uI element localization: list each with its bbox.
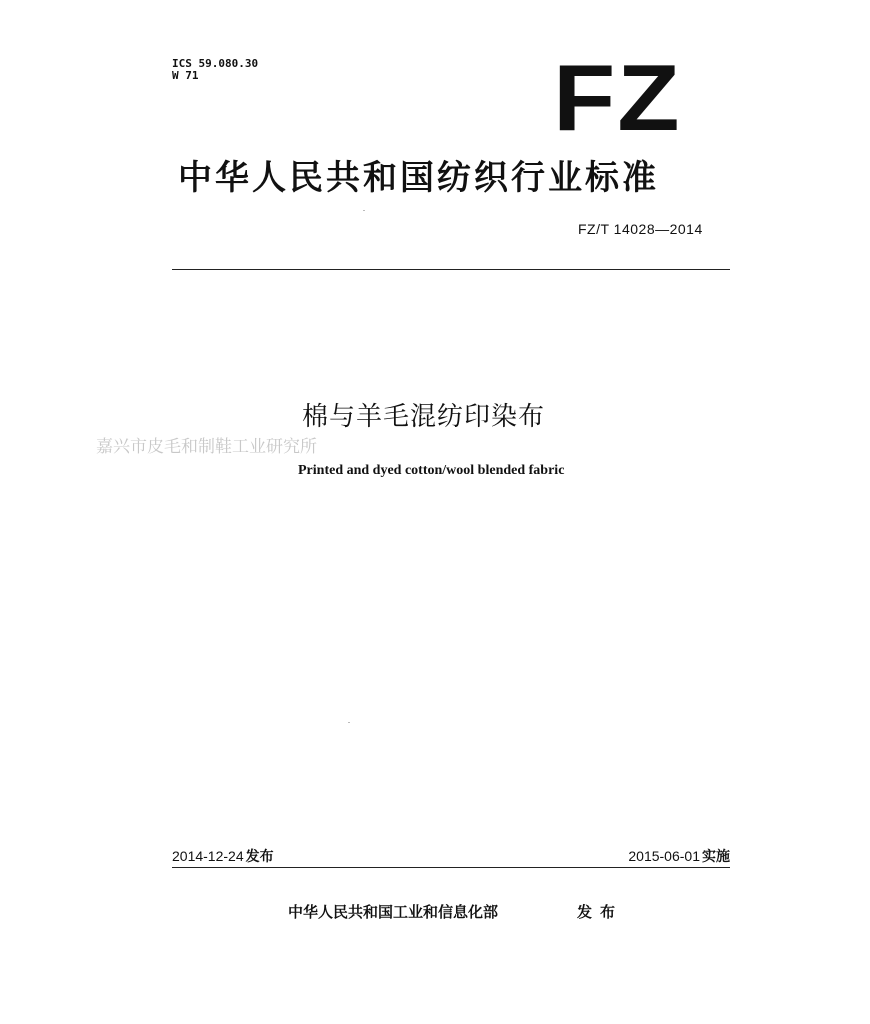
scan-speck: [363, 210, 365, 211]
implementation-label: 实施: [702, 849, 730, 865]
ics-code: ICS 59.080.30: [172, 57, 259, 70]
issue-date-line: [172, 847, 274, 866]
bottom-divider: [172, 867, 730, 868]
classification-codes: [172, 58, 258, 82]
institution-watermark: 嘉兴市皮毛和制鞋工业研究所: [96, 437, 317, 457]
standard-number: FZ/T 14028—2014: [578, 221, 703, 237]
issue-label: 发布: [245, 849, 274, 865]
scan-speck: [348, 722, 350, 723]
document-title-chinese: 棉与羊毛混纺印染布: [302, 402, 546, 432]
issuing-authority: 中华人民共和国工业和信息化部: [288, 903, 499, 921]
issue-date: 2014-12-24: [172, 848, 244, 864]
issue-word: 发布: [577, 903, 624, 921]
top-divider: [172, 269, 730, 270]
fz-logo: FZ: [553, 45, 682, 151]
implementation-date-line: [628, 847, 730, 866]
ccs-code: W 71: [172, 69, 199, 82]
standard-series-title: 中华人民共和国纺织行业标准: [178, 158, 659, 198]
implementation-date: 2015-06-01: [628, 848, 700, 864]
document-title-english: Printed and dyed cotton/wool blended fabric: [298, 463, 565, 478]
